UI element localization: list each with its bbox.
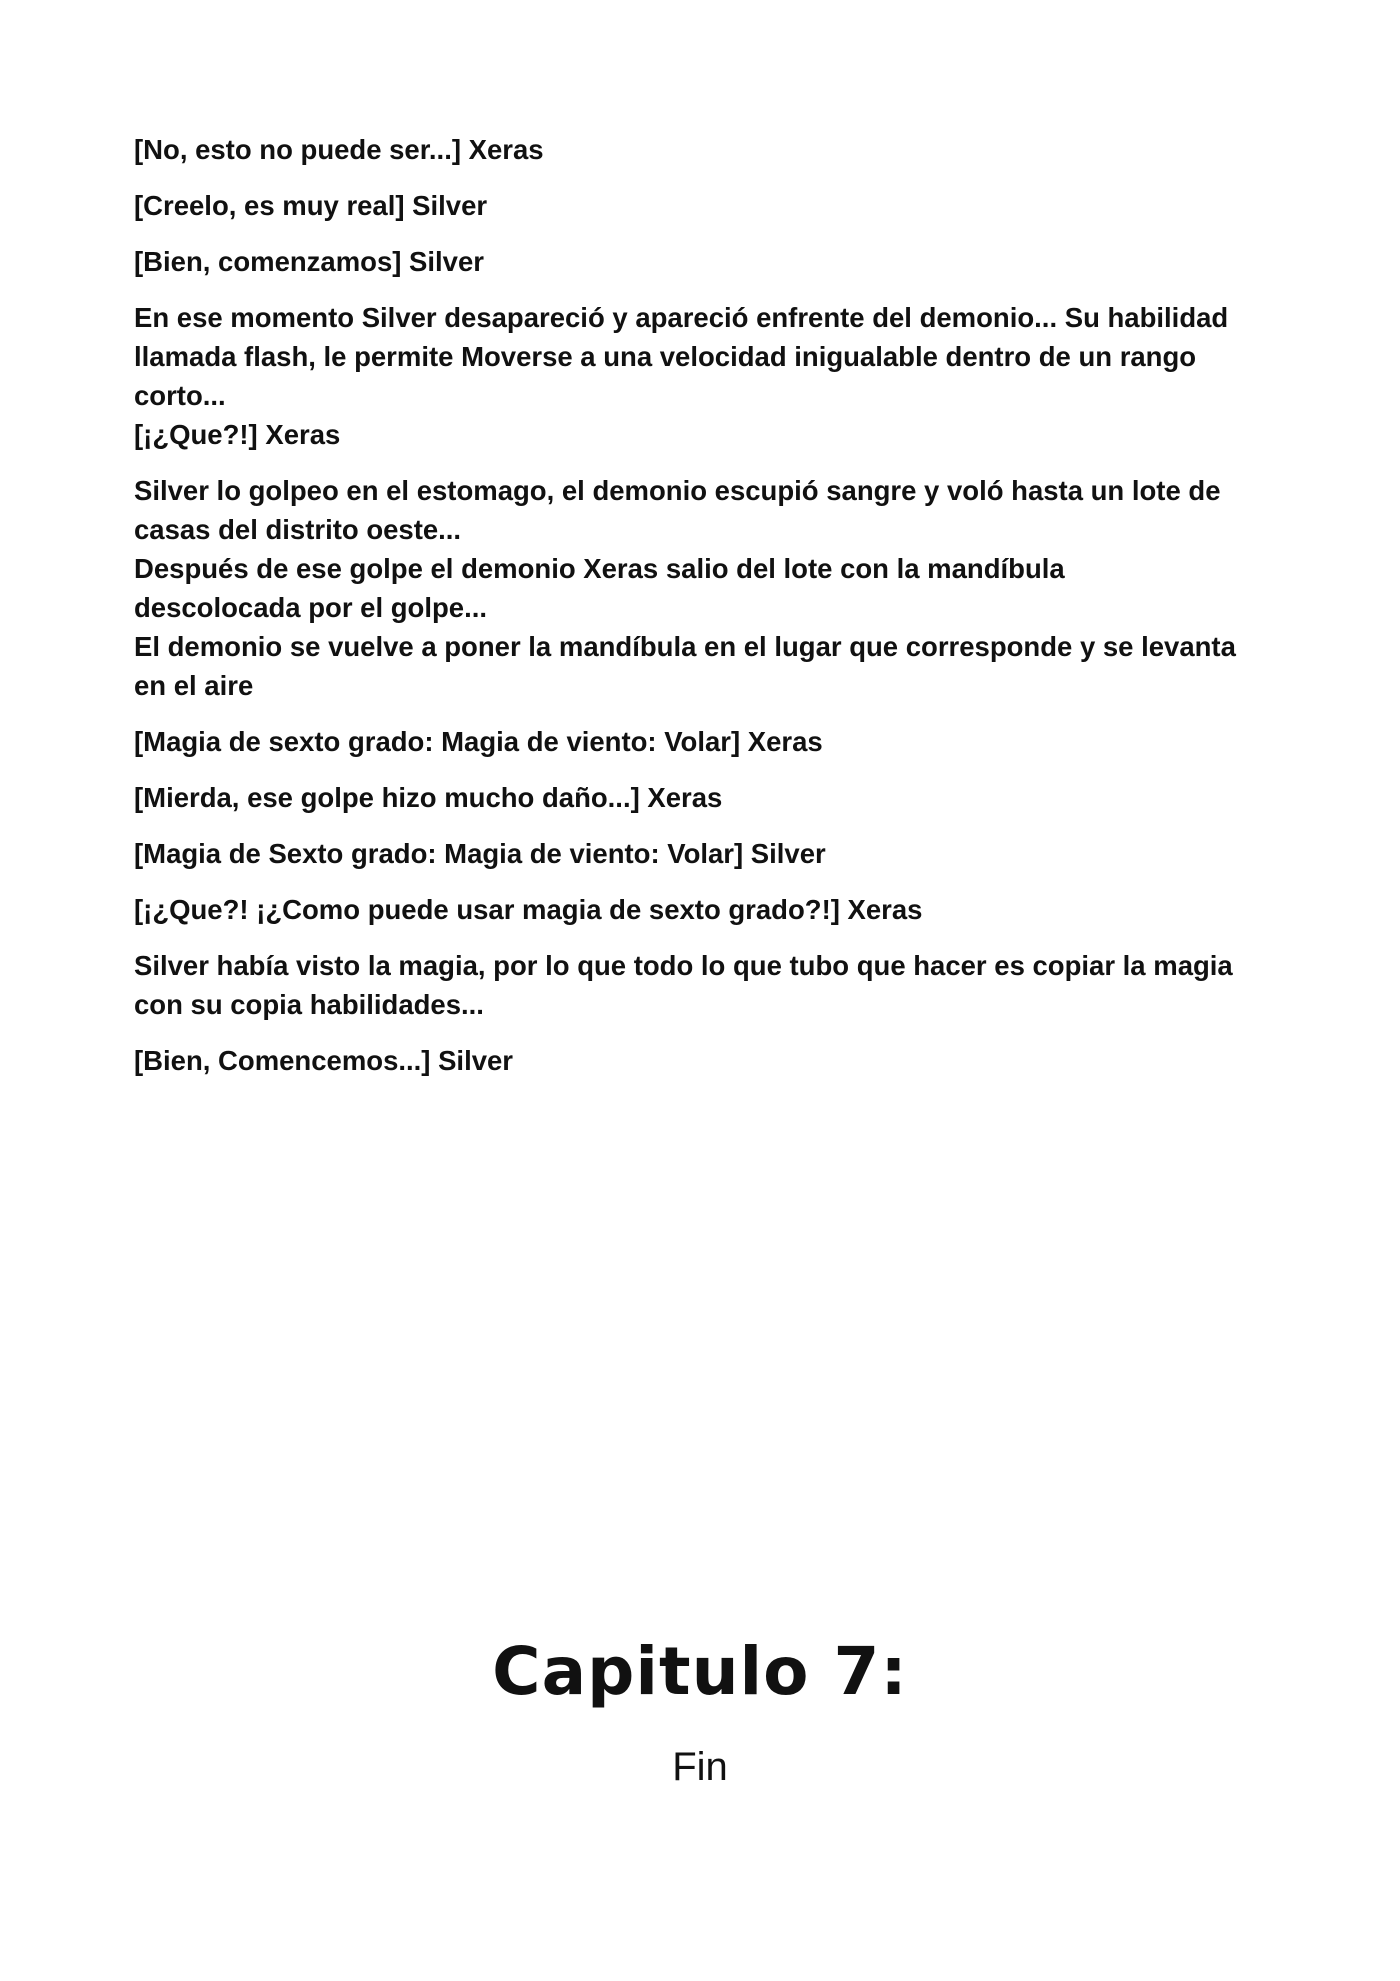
paragraph xyxy=(134,834,1284,873)
paragraph xyxy=(134,242,1284,281)
text-line: El demonio se vuelve a poner la mandíbula en el lugar que corresponde y se levanta xyxy=(134,631,1236,662)
paragraph xyxy=(134,1041,1284,1080)
text-line: llamada flash, le permite Moverse a una velocidad inigualable dentro de un rango xyxy=(134,341,1197,372)
text-line: [Creelo, es muy real] Silver xyxy=(134,190,488,221)
text-line: [Bien, Comencemos...] Silver xyxy=(134,1045,513,1076)
text-line: [Bien, comenzamos] Silver xyxy=(134,246,484,277)
paragraph xyxy=(134,130,1284,169)
paragraph xyxy=(134,946,1284,1024)
paragraph xyxy=(134,471,1284,705)
text-line: En ese momento Silver desapareció y apareció enfrente del demonio... Su habilidad xyxy=(134,302,1229,333)
text-line: [¡¿Que?!] Xeras xyxy=(134,419,341,450)
text-line: casas del distrito oeste... xyxy=(134,514,462,545)
text-line: en el aire xyxy=(134,670,254,701)
paragraph xyxy=(134,186,1284,225)
paragraph xyxy=(134,778,1284,817)
text-line: corto... xyxy=(134,380,226,411)
text-line: [Mierda, ese golpe hizo mucho daño...] Xeras xyxy=(134,782,723,813)
text-line: [¡¿Que?! ¡¿Como puede usar magia de sexto grado?!] Xeras xyxy=(134,894,923,925)
paragraph xyxy=(134,298,1284,454)
text-line: Silver lo golpeo en el estomago, el demonio escupió sangre y voló hasta un lote de xyxy=(134,475,1221,506)
text-line: con su copia habilidades... xyxy=(134,989,484,1020)
text-line: Silver había visto la magia, por lo que todo lo que tubo que hacer es copiar la magia xyxy=(134,950,1233,981)
text-line: [No, esto no puede ser...] Xeras xyxy=(134,134,544,165)
chapter-subtitle: Fin xyxy=(672,1745,728,1789)
text-line: Después de ese golpe el demonio Xeras salio del lote con la mandíbula xyxy=(134,553,1065,584)
text-line: [Magia de sexto grado: Magia de viento: Volar] Xeras xyxy=(134,726,823,757)
text-line: [Magia de Sexto grado: Magia de viento: Volar] Silver xyxy=(134,838,826,869)
text-line: descolocada por el golpe... xyxy=(134,592,488,623)
paragraph xyxy=(134,722,1284,761)
chapter-title: Capitulo 7: xyxy=(492,1633,908,1710)
story-text xyxy=(134,130,1284,1097)
paragraph xyxy=(134,890,1284,929)
